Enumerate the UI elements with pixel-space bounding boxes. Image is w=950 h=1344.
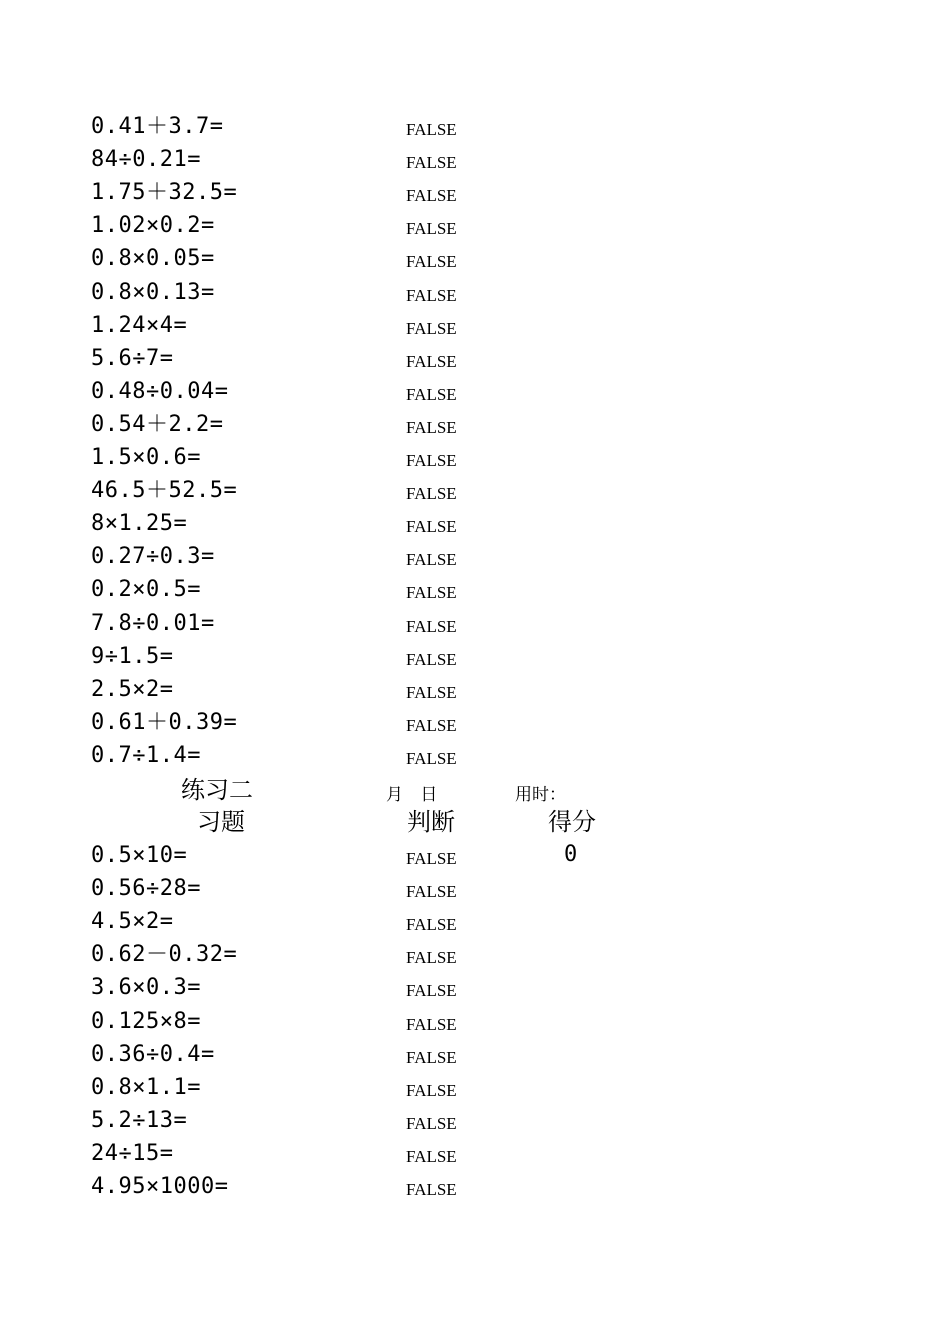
date-label: 月 日 xyxy=(386,785,438,805)
judge-cell: FALSE xyxy=(406,583,457,603)
question-row xyxy=(0,876,950,909)
judge-cell: FALSE xyxy=(406,915,457,935)
question-row xyxy=(0,246,950,279)
column-header-score: 得分 xyxy=(548,808,596,836)
question-row xyxy=(0,147,950,180)
question-text: 0.8×0.05= xyxy=(91,246,215,272)
judge-cell: FALSE xyxy=(406,948,457,968)
column-header-judge: 判断 xyxy=(407,808,455,836)
question-row xyxy=(0,412,950,445)
judge-cell: FALSE xyxy=(406,252,457,272)
question-text: 4.5×2= xyxy=(91,909,174,935)
question-text: 2.5×2= xyxy=(91,676,174,702)
question-row xyxy=(0,213,950,246)
question-text: 24÷15= xyxy=(91,1140,174,1166)
question-row xyxy=(0,909,950,942)
judge-cell: FALSE xyxy=(406,351,457,371)
question-text: 0.5×10= xyxy=(91,843,188,868)
question-text: 0.2×0.5= xyxy=(91,577,201,603)
judge-cell: FALSE xyxy=(406,550,457,570)
question-row xyxy=(0,445,950,478)
judge-cell: FALSE xyxy=(406,120,457,139)
question-row xyxy=(0,1174,950,1207)
judge-cell: FALSE xyxy=(406,285,457,305)
question-text: 1.75＋32.5= xyxy=(91,180,238,206)
question-row xyxy=(0,346,950,379)
judge-cell: FALSE xyxy=(406,318,457,338)
question-row xyxy=(0,677,950,710)
judge-cell: FALSE xyxy=(406,981,457,1001)
judge-cell: FALSE xyxy=(406,682,457,702)
question-row xyxy=(0,379,950,412)
question-text: 46.5＋52.5= xyxy=(91,478,238,504)
judge-cell: FALSE xyxy=(406,1146,457,1166)
judge-cell: FALSE xyxy=(406,153,457,173)
judge-cell: FALSE xyxy=(406,748,457,768)
question-row xyxy=(0,114,950,147)
judge-cell: FALSE xyxy=(406,1014,457,1034)
judge-cell: FALSE xyxy=(406,1180,457,1199)
judge-cell: FALSE xyxy=(406,1080,457,1100)
judge-cell: FALSE xyxy=(406,715,457,735)
question-row xyxy=(0,180,950,213)
question-row xyxy=(0,544,950,577)
judge-cell: FALSE xyxy=(406,882,457,902)
exercise-two-title: 练习二 xyxy=(181,776,253,804)
question-text: 0.56÷28= xyxy=(91,876,201,902)
question-text: 0.125×8= xyxy=(91,1008,201,1034)
question-text: 0.36÷0.4= xyxy=(91,1041,215,1067)
question-row xyxy=(0,611,950,644)
question-row xyxy=(0,710,950,743)
question-row xyxy=(0,975,950,1008)
column-header-question: 习题 xyxy=(197,808,245,836)
question-text: 4.95×1000= xyxy=(91,1174,229,1199)
question-text: 0.61＋0.39= xyxy=(91,709,238,735)
question-text: 0.54＋2.2= xyxy=(91,411,224,437)
judge-cell: FALSE xyxy=(406,1047,457,1067)
judge-cell: FALSE xyxy=(406,649,457,669)
question-text: 1.5×0.6= xyxy=(91,445,201,470)
judge-cell: FALSE xyxy=(406,849,457,868)
question-text: 7.8÷0.01= xyxy=(91,610,215,636)
judge-cell: FALSE xyxy=(406,616,457,636)
question-row xyxy=(0,1009,950,1042)
judge-cell: FALSE xyxy=(406,417,457,437)
judge-cell: FALSE xyxy=(406,1113,457,1133)
question-text: 5.6÷7= xyxy=(91,345,174,371)
question-row xyxy=(0,644,950,677)
question-row xyxy=(0,478,950,511)
judge-cell: FALSE xyxy=(406,451,457,470)
question-text: 3.6×0.3= xyxy=(91,975,201,1001)
question-row xyxy=(0,577,950,610)
question-row xyxy=(0,1075,950,1108)
question-text: 0.8×1.1= xyxy=(91,1074,201,1100)
question-text: 0.8×0.13= xyxy=(91,279,215,305)
question-row xyxy=(0,280,950,313)
question-text: 5.2÷13= xyxy=(91,1107,188,1133)
judge-cell: FALSE xyxy=(406,484,457,504)
question-row xyxy=(0,1108,950,1141)
question-row xyxy=(0,942,950,975)
question-row xyxy=(0,843,950,876)
question-text: 0.27÷0.3= xyxy=(91,544,215,570)
question-text: 1.24×4= xyxy=(91,312,188,338)
question-text: 84÷0.21= xyxy=(91,147,201,173)
question-text: 0.41＋3.7= xyxy=(91,114,224,139)
question-text: 1.02×0.2= xyxy=(91,213,215,239)
judge-cell: FALSE xyxy=(406,186,457,206)
judge-cell: FALSE xyxy=(406,219,457,239)
question-text: 0.7÷1.4= xyxy=(91,742,201,768)
question-row xyxy=(0,511,950,544)
question-row xyxy=(0,743,950,776)
judge-cell: FALSE xyxy=(406,384,457,404)
score-value: 0 xyxy=(564,842,578,867)
time-label: 用时： xyxy=(515,785,566,805)
question-text: 0.62－0.32= xyxy=(91,942,238,968)
question-text: 0.48÷0.04= xyxy=(91,378,229,404)
question-text: 9÷1.5= xyxy=(91,643,174,669)
question-row xyxy=(0,1042,950,1075)
judge-cell: FALSE xyxy=(406,517,457,537)
question-row xyxy=(0,1141,950,1174)
question-row xyxy=(0,313,950,346)
question-text: 8×1.25= xyxy=(91,511,188,537)
